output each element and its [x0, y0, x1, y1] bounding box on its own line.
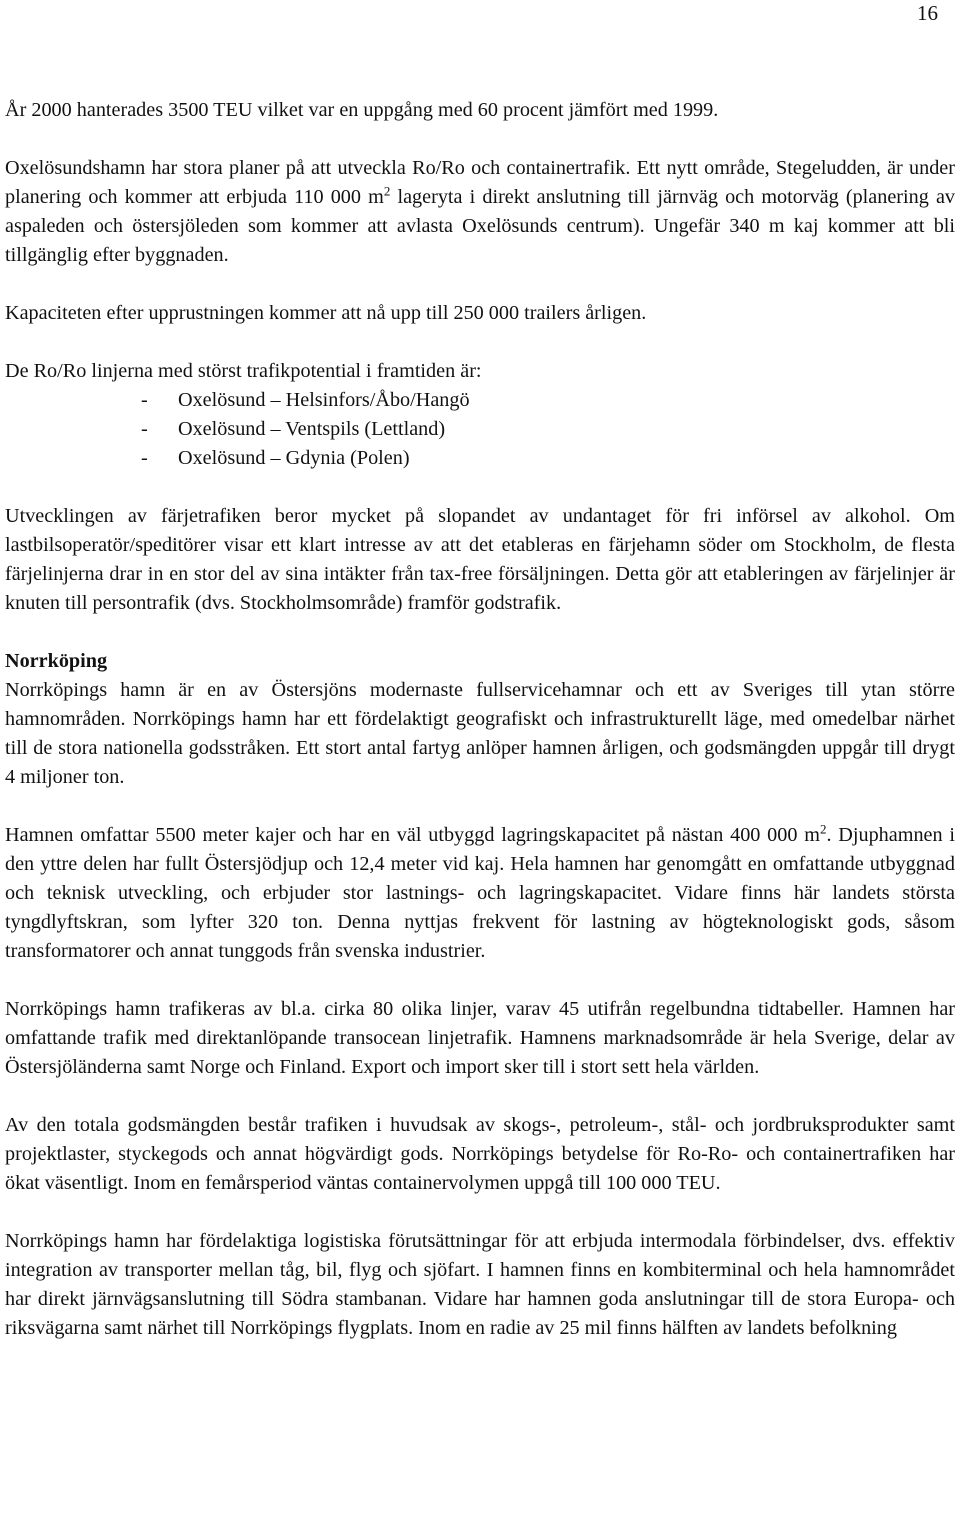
- page-number: 16: [917, 1, 938, 25]
- paragraph-text: Oxelösundshamn har stora planer på att utveckla Ro/Ro och containertrafik. Ett nytt område, Stegeludden, är under planering och kommer att erbjuda 110 000 m: [5, 157, 955, 208]
- list-item-text: Oxelösund – Helsinfors/Åbo/Hangö: [178, 389, 470, 411]
- roro-lines-list: [5, 386, 955, 473]
- document-body: [5, 96, 955, 1343]
- paragraph-capacity: Kapaciteten efter upprustningen kommer att nå upp till 250 000 trailers årligen.: [5, 302, 647, 324]
- paragraph-teu-2000: År 2000 hanterades 3500 TEU vilket var en uppgång med 60 procent jämfört med 1999.: [5, 99, 719, 121]
- list-item: [5, 386, 955, 415]
- list-item-text: Oxelösund – Gdynia (Polen): [178, 447, 410, 469]
- paragraph-roro-intro: De Ro/Ro linjerna med störst trafikpotential i framtiden är:: [5, 360, 482, 382]
- paragraph-logistics: Norrköpings hamn har fördelaktiga logistiska förutsättningar för att erbjuda intermodala förbindelser, dvs. effektiv integration av transporter mellan tåg, bil, flyg och sjöfart. I hamnen finns en kombiterminal och hela hamnområdet har direkt järnvägsanslutning till Södra stambanan. Vidare har hamnen goda anslutningar till de stora Europa- och riksvägarna samt närhet till Norrköpings flygplats. Inom en radie av 25 mil finns hälften av landets befolkning: [5, 1230, 955, 1339]
- paragraph-text: . Djuphamnen i den yttre delen har fullt Östersjödjup och 12,4 meter vid kaj. Hela hamnen har genomgått en omfattande utbyggnad och teknisk utveckling, och erbjuder stor lastnings- och lagringskapacitet. Vidare finns här landets största tyngdlyftskran, som lyfter 320 ton. Denna nyttjas frekvent för lastning av högteknologiskt gods, såsom transformatorer och annat tunggods från svenska industrier.: [5, 824, 955, 962]
- list-dash: -: [141, 447, 148, 469]
- paragraph-lines-traffic: Norrköpings hamn trafikeras av bl.a. cirka 80 olika linjer, varav 45 utifrån regelbundna tidtabeller. Hamnen har omfattande trafik med direktanlöpande transocean linjetrafik. Hamnens marknadsområde är hela Sverige, delar av Östersjöländerna samt Norge och Finland. Export och import sker till i stort sett hela världen.: [5, 998, 955, 1078]
- section-heading-norrkoping: Norrköping: [5, 650, 108, 672]
- paragraph-oxelosund-plans: [5, 154, 955, 270]
- paragraph-text: Hamnen omfattar 5500 meter kajer och har en väl utbyggd lagringskapacitet på nästan 400 000 m: [5, 824, 820, 846]
- superscript: 2: [819, 821, 827, 837]
- list-item: [5, 444, 955, 473]
- superscript: 2: [383, 183, 391, 199]
- list-item-text: Oxelösund – Ventspils (Lettland): [178, 418, 446, 440]
- list-item: [5, 415, 955, 444]
- paragraph-text: lageryta i direkt anslutning till järnväg och motorväg (planering av aspaleden och östersjöleden som kommer att avlasta Oxelösunds centrum). Ungefär 340 m kaj kommer att bli tillgänglig efter byggnaden.: [5, 186, 956, 266]
- paragraph-goods-volume: Av den totala godsmängden består trafiken i huvudsak av skogs-, petroleum-, stål- och jordbruksprodukter samt projektlaster, styckegods och annat högvärdigt gods. Norrköpings betydelse för Ro-Ro- och containertrafiken har ökat väsentligt. Inom en femårsperiod väntas containervolymen uppgå till 100 000 TEU.: [5, 1114, 955, 1194]
- paragraph-ferry-traffic: Utvecklingen av färjetrafiken beror mycket på slopandet av undantaget för fri införsel av alkohol. Om lastbilsoperatör/speditörer visar ett klart intresse av att det etableras en färjehamn söder om Stockholm, de flesta färjelinjerna drar in en stor del av sina intäkter från tax-free försäljningen. Detta gör att etableringen av färjelinjer är knuten till persontrafik (dvs. Stockholmsområde) framför godstrafik.: [5, 505, 955, 614]
- list-dash: -: [141, 418, 148, 440]
- paragraph-harbour-capacity: [5, 821, 955, 966]
- list-dash: -: [141, 389, 148, 411]
- paragraph-norrkoping-intro: Norrköpings hamn är en av Östersjöns modernaste fullservicehamnar och ett av Sveriges till ytan större hamnområden. Norrköpings hamn har ett fördelaktigt geografiskt och infrastrukturellt läge, med omedelbar närhet till de stora nationella godsstråken. Ett stort antal fartyg anlöper hamnen årligen, och godsmängden uppgår till drygt 4 miljoner ton.: [5, 679, 955, 788]
